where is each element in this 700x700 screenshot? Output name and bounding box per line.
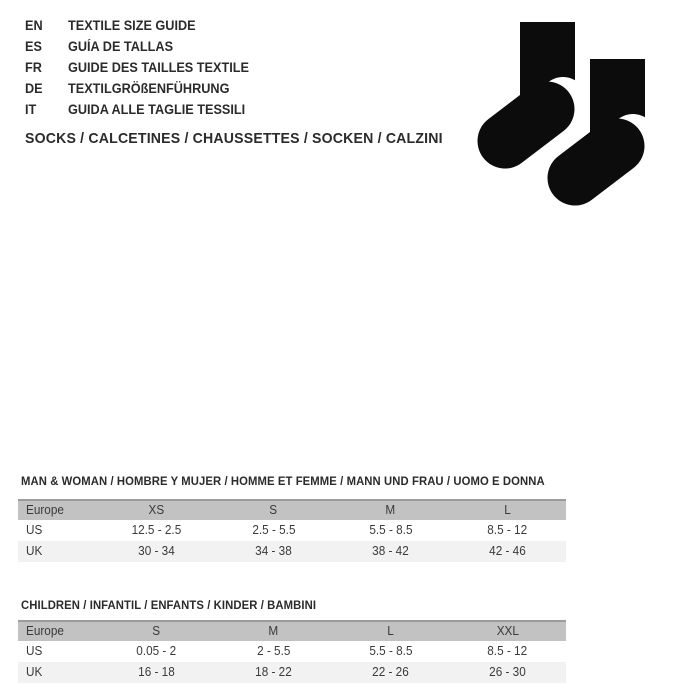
column-header-region: Europe bbox=[26, 624, 64, 638]
row-label: US bbox=[26, 523, 43, 537]
row-label: UK bbox=[26, 665, 43, 679]
size-value: 12.5 - 2.5 bbox=[131, 523, 182, 537]
row-label: US bbox=[26, 644, 43, 658]
size-table-children bbox=[18, 620, 566, 683]
language-guide-title: TEXTILE SIZE GUIDE bbox=[68, 18, 196, 33]
size-value: 42 - 46 bbox=[489, 544, 526, 558]
table-header-row bbox=[18, 620, 566, 641]
column-header-size: M bbox=[268, 624, 279, 638]
row-label: UK bbox=[26, 544, 43, 558]
language-guide-title: GUIDE DES TAILLES TEXTILE bbox=[68, 60, 249, 75]
socks-icon bbox=[475, 17, 660, 215]
language-guide-title: TEXTILGRÖßENFÜHRUNG bbox=[68, 81, 230, 96]
size-value: 26 - 30 bbox=[489, 665, 526, 679]
column-header-size: S bbox=[152, 624, 161, 638]
column-header-region: Europe bbox=[26, 503, 64, 517]
size-table-man-woman bbox=[18, 499, 566, 562]
table-row-uk bbox=[18, 541, 566, 562]
language-row-en bbox=[25, 15, 261, 36]
language-code: DE bbox=[25, 81, 43, 96]
size-value: 2 - 5.5 bbox=[256, 644, 291, 658]
category-title: SOCKS / CALCETINES / CHAUSSETTES / SOCKEN / CALZINI bbox=[25, 130, 443, 147]
size-value: 38 - 42 bbox=[372, 544, 409, 558]
column-header-size: L bbox=[387, 624, 394, 638]
size-value: 34 - 38 bbox=[255, 544, 292, 558]
language-guide-title: GUÍA DE TALLAS bbox=[68, 39, 174, 54]
size-value: 0.05 - 2 bbox=[136, 644, 177, 658]
table-row-uk bbox=[18, 662, 566, 683]
size-value: 18 - 22 bbox=[255, 665, 292, 679]
column-header-size: L bbox=[504, 503, 511, 517]
size-value: 22 - 26 bbox=[372, 665, 409, 679]
table-row-us bbox=[18, 520, 566, 541]
size-value: 5.5 - 8.5 bbox=[368, 523, 413, 537]
column-header-size: S bbox=[269, 503, 278, 517]
table-title-children: CHILDREN / INFANTIL / ENFANTS / KINDER / BAMBINI bbox=[21, 598, 317, 612]
language-list bbox=[25, 15, 261, 120]
size-value: 2.5 - 5.5 bbox=[251, 523, 296, 537]
sock-left bbox=[505, 22, 587, 141]
language-code: FR bbox=[25, 60, 42, 75]
language-row-fr bbox=[25, 57, 261, 78]
size-value: 8.5 - 12 bbox=[487, 523, 528, 537]
table-row-us bbox=[18, 641, 566, 662]
language-row-de bbox=[25, 78, 261, 99]
size-value: 8.5 - 12 bbox=[487, 644, 528, 658]
language-row-it bbox=[25, 99, 261, 120]
column-header-size: XXL bbox=[496, 624, 519, 638]
language-code: IT bbox=[25, 102, 37, 117]
language-guide-title: GUIDA ALLE TAGLIE TESSILI bbox=[68, 102, 246, 117]
language-code: ES bbox=[25, 39, 42, 54]
size-value: 30 - 34 bbox=[138, 544, 175, 558]
table-header-row bbox=[18, 499, 566, 520]
size-value: 16 - 18 bbox=[138, 665, 175, 679]
language-code: EN bbox=[25, 18, 43, 33]
column-header-size: M bbox=[385, 503, 396, 517]
table-title-man-woman: MAN & WOMAN / HOMBRE Y MUJER / HOMME ET FEMME / MANN UND FRAU / UOMO E DONNA bbox=[21, 474, 545, 488]
size-value: 5.5 - 8.5 bbox=[368, 644, 413, 658]
column-header-size: XS bbox=[148, 503, 165, 517]
language-row-es bbox=[25, 36, 261, 57]
